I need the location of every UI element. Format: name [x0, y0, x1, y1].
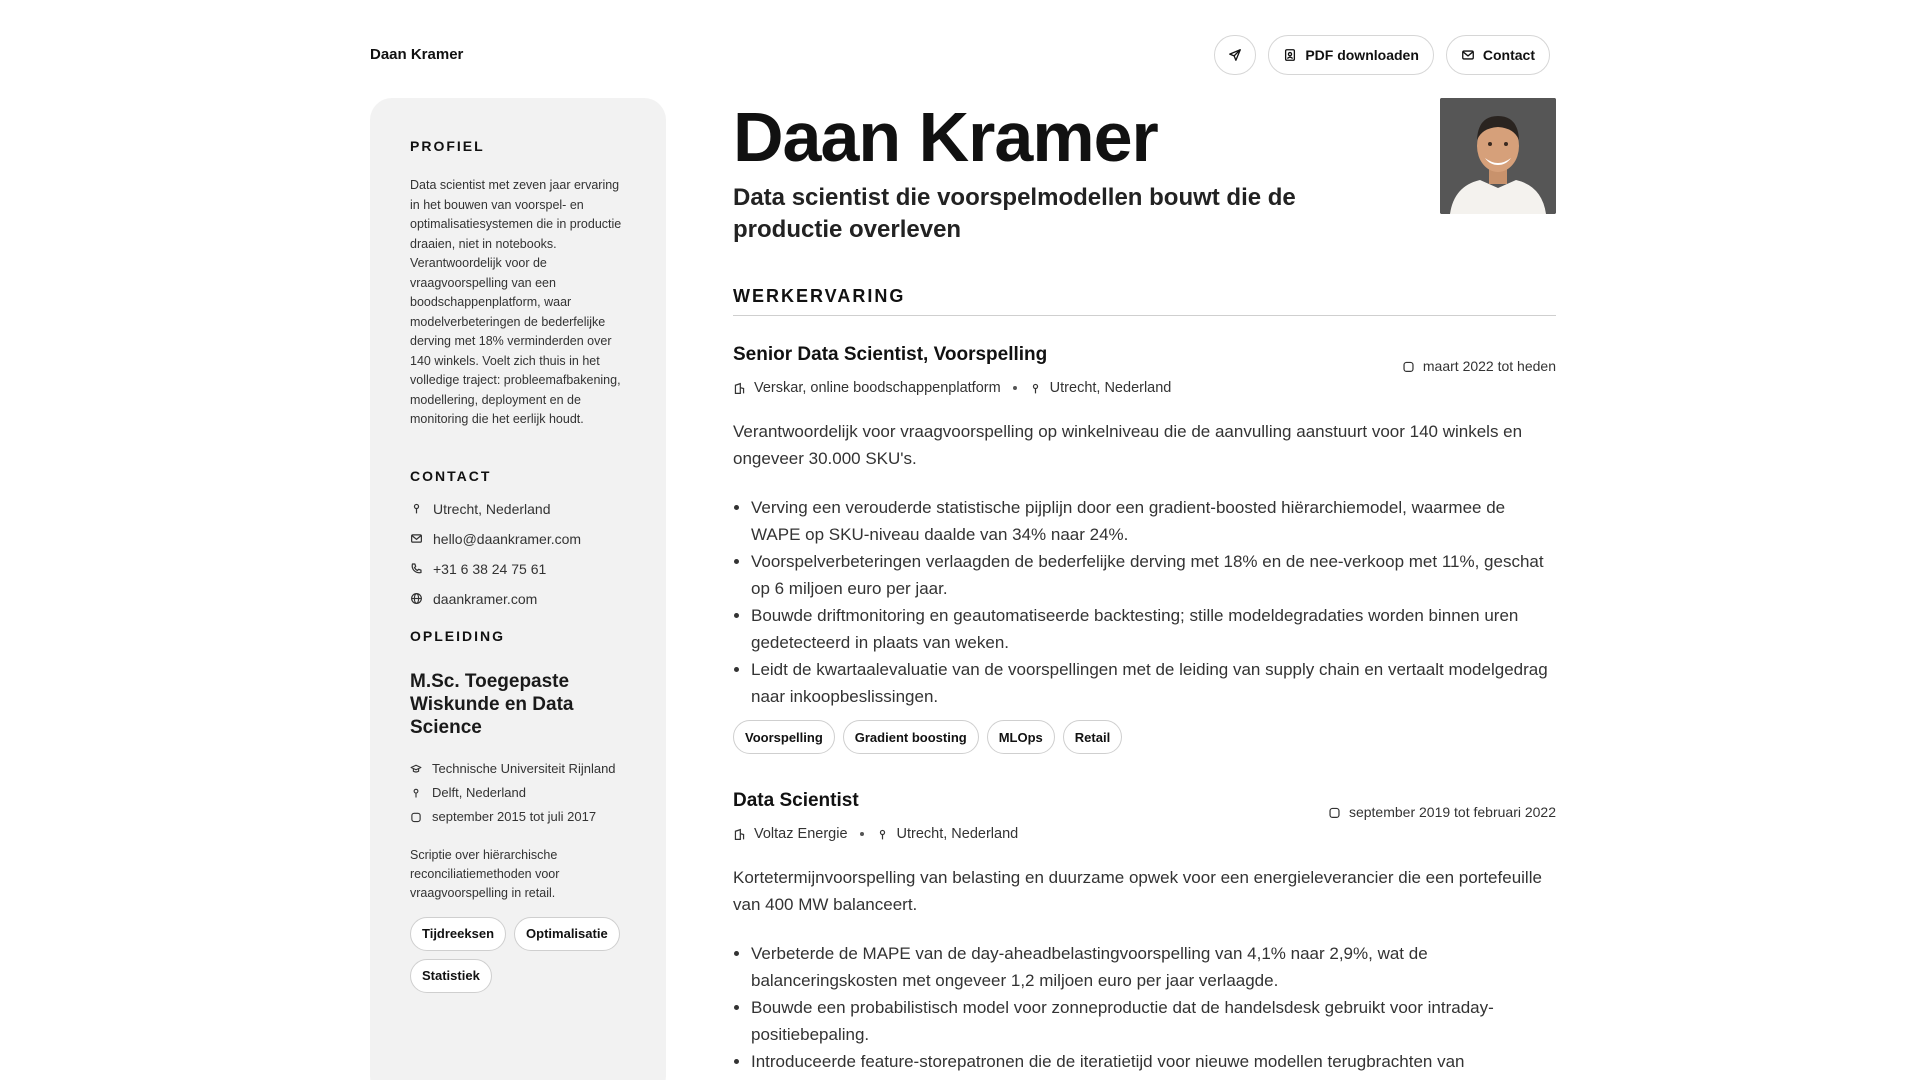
education-location: [410, 783, 626, 802]
contact-phone-text[interactable]: +31 6 38 24 75 61: [433, 560, 547, 577]
separator-dot: [1013, 386, 1017, 390]
tag: Optimalisatie: [514, 917, 620, 951]
contact-button[interactable]: [1446, 35, 1550, 75]
building-icon: [733, 382, 746, 395]
share-button[interactable]: [1214, 35, 1256, 75]
contact-website-text[interactable]: daankramer.com: [433, 590, 538, 607]
separator-dot: [860, 832, 864, 836]
top-bar: [370, 30, 1550, 80]
job-meta: [733, 826, 1556, 842]
tag: Retail: [1063, 720, 1122, 754]
education-heading: OPLEIDING: [410, 627, 506, 644]
page-title: Daan Kramer: [733, 98, 1158, 176]
graduation-cap-icon: [410, 763, 422, 775]
calendar-icon: [1402, 360, 1415, 373]
education-description: Scriptie over hiërarchische reconciliatiemethoden voor vraagvoorspelling in retail.: [410, 847, 560, 900]
job-company: Verskar, online boodschappenplatform: [754, 380, 1001, 396]
job-dates-text: maart 2022 tot heden: [1422, 358, 1556, 374]
tag: MLOps: [987, 720, 1055, 754]
tag: Voorspelling: [733, 720, 835, 754]
tagline: Data scientist die voorspelmodellen bouwt die de productie overleven: [733, 184, 1296, 243]
contact-phone[interactable]: [410, 554, 626, 584]
globe-icon: [410, 592, 423, 605]
contact-list: [410, 494, 626, 614]
job-bullet: • Verbeterde de MAPE van de day-aheadbelastingvoorspelling van 4,1% naar 2,9%, wat de balanceringskosten met ongeveer 1,2 miljoen euro per jaar verlaagde.: [751, 940, 1556, 994]
job-bullets: [733, 940, 1556, 1075]
pdf-download-button[interactable]: [1268, 35, 1434, 75]
job-bullet: • Leidt de kwartaalevaluatie van de voorspellingen met de leiding van supply chain en vertaalt modelgedrag naar inkoopbeslissingen.: [751, 656, 1556, 710]
job-entry: [733, 790, 1556, 1075]
phone-icon: [410, 562, 423, 575]
contact-location: [410, 494, 626, 524]
portrait-image: [1440, 98, 1556, 214]
job-summary: Verantwoordelijk voor vraagvoorspelling op winkelniveau die de aanvulling aanstuurt voor 140 winkels en ongeveer 30.000 SKU's.: [733, 422, 1523, 468]
mail-icon: [1461, 48, 1475, 62]
job-location: Utrecht, Nederland: [1049, 380, 1172, 396]
job-dates: [1328, 804, 1556, 820]
job-bullet: • Introduceerde feature-storepatronen die de iteratietijd voor nieuwe modellen terugbrachten van: [751, 1048, 1556, 1075]
file-icon: [1283, 48, 1297, 62]
education-dates-text: september 2015 tot juli 2017: [432, 808, 597, 824]
top-actions: [1214, 35, 1550, 75]
education-location-text: Delft, Nederland: [432, 784, 526, 800]
contact-label: Contact: [1482, 47, 1535, 63]
profile-text: Data scientist met zeven jaar ervaring in het bouwen van voorspel- en optimalisatiesystemen die in productie draaien, niet in notebooks. Verantwoordelijk voor de vraagvoorspelling van een boodschappenplatform, waar modelverbeteringen de bederfelijke derving met 18% verminderden over 140 winkels. Voelt zich thuis in het volledige traject: probleemafbakening, modellering, deployment en de monitoring die het eerlijk houdt.: [410, 178, 622, 426]
location-pin-icon: [410, 787, 422, 799]
job-meta: [733, 380, 1556, 396]
education-dates: [410, 807, 626, 826]
job-title: Data Scientist: [733, 790, 859, 811]
mail-icon: [410, 532, 423, 545]
job-tags: [733, 720, 1556, 754]
job-dates-text: september 2019 tot februari 2022: [1348, 804, 1556, 820]
tag: Statistiek: [410, 959, 492, 993]
contact-heading: CONTACT: [410, 467, 492, 484]
job-location: Utrecht, Nederland: [896, 826, 1019, 842]
education-school: [410, 759, 626, 778]
job-bullet: • Verving een verouderde statistische pijplijn door een gradient-boosted hiërarchiemodel, waarmee de WAPE op SKU-niveau daalde van 34% naar 24%.: [751, 494, 1556, 548]
contact-email[interactable]: [410, 524, 626, 554]
location-pin-icon: [1029, 382, 1042, 395]
location-pin-icon: [410, 502, 423, 515]
contact-website[interactable]: [410, 584, 626, 614]
contact-location-text: Utrecht, Nederland: [433, 500, 551, 517]
job-bullet: • Voorspelverbeteringen verlaagden de bederfelijke derving met 18% en de nee-verkoop met 11%, geschat op 6 miljoen euro per jaar.: [751, 548, 1556, 602]
send-icon: [1228, 48, 1242, 62]
job-bullet: • Bouwde driftmonitoring en geautomatiseerde backtesting; stille modeldegradaties worden binnen uren gedetecteerd in plaats van weken.: [751, 602, 1556, 656]
pdf-download-label: PDF downloaden: [1305, 47, 1419, 63]
profile-heading: PROFIEL: [410, 138, 485, 154]
education-details: [410, 759, 626, 826]
job-dates: [1402, 358, 1556, 374]
calendar-icon: [1328, 806, 1341, 819]
location-pin-icon: [876, 828, 889, 841]
education-school-text: Technische Universiteit Rijnland: [432, 760, 616, 776]
job-entry: [733, 344, 1556, 754]
main-content: [733, 98, 1556, 1075]
education-title: M.Sc. Toegepaste Wiskunde en Data Science: [410, 670, 574, 738]
sidebar: [370, 98, 666, 1080]
contact-email-text[interactable]: hello@daankramer.com: [433, 530, 582, 547]
building-icon: [733, 828, 746, 841]
job-company: Voltaz Energie: [754, 826, 848, 842]
brand-name[interactable]: Daan Kramer: [370, 46, 464, 63]
job-bullets: [733, 494, 1556, 710]
job-bullet: • Bouwde een probabilistisch model voor zonneproductie dat de handelsdesk gebruikt voor intraday-positiebepaling.: [751, 994, 1556, 1048]
education-tags: [410, 917, 626, 993]
job-summary: Kortetermijnvoorspelling van belasting en duurzame opwek voor een energieleverancier die een portefeuille van 400 MW balanceert.: [733, 868, 1542, 914]
calendar-icon: [410, 811, 422, 823]
tag: Tijdreeksen: [410, 917, 506, 951]
avatar: [1440, 98, 1556, 214]
experience-heading: WERKERVARING: [733, 286, 1556, 316]
job-title: Senior Data Scientist, Voorspelling: [733, 344, 1048, 365]
tag: Gradient boosting: [843, 720, 979, 754]
